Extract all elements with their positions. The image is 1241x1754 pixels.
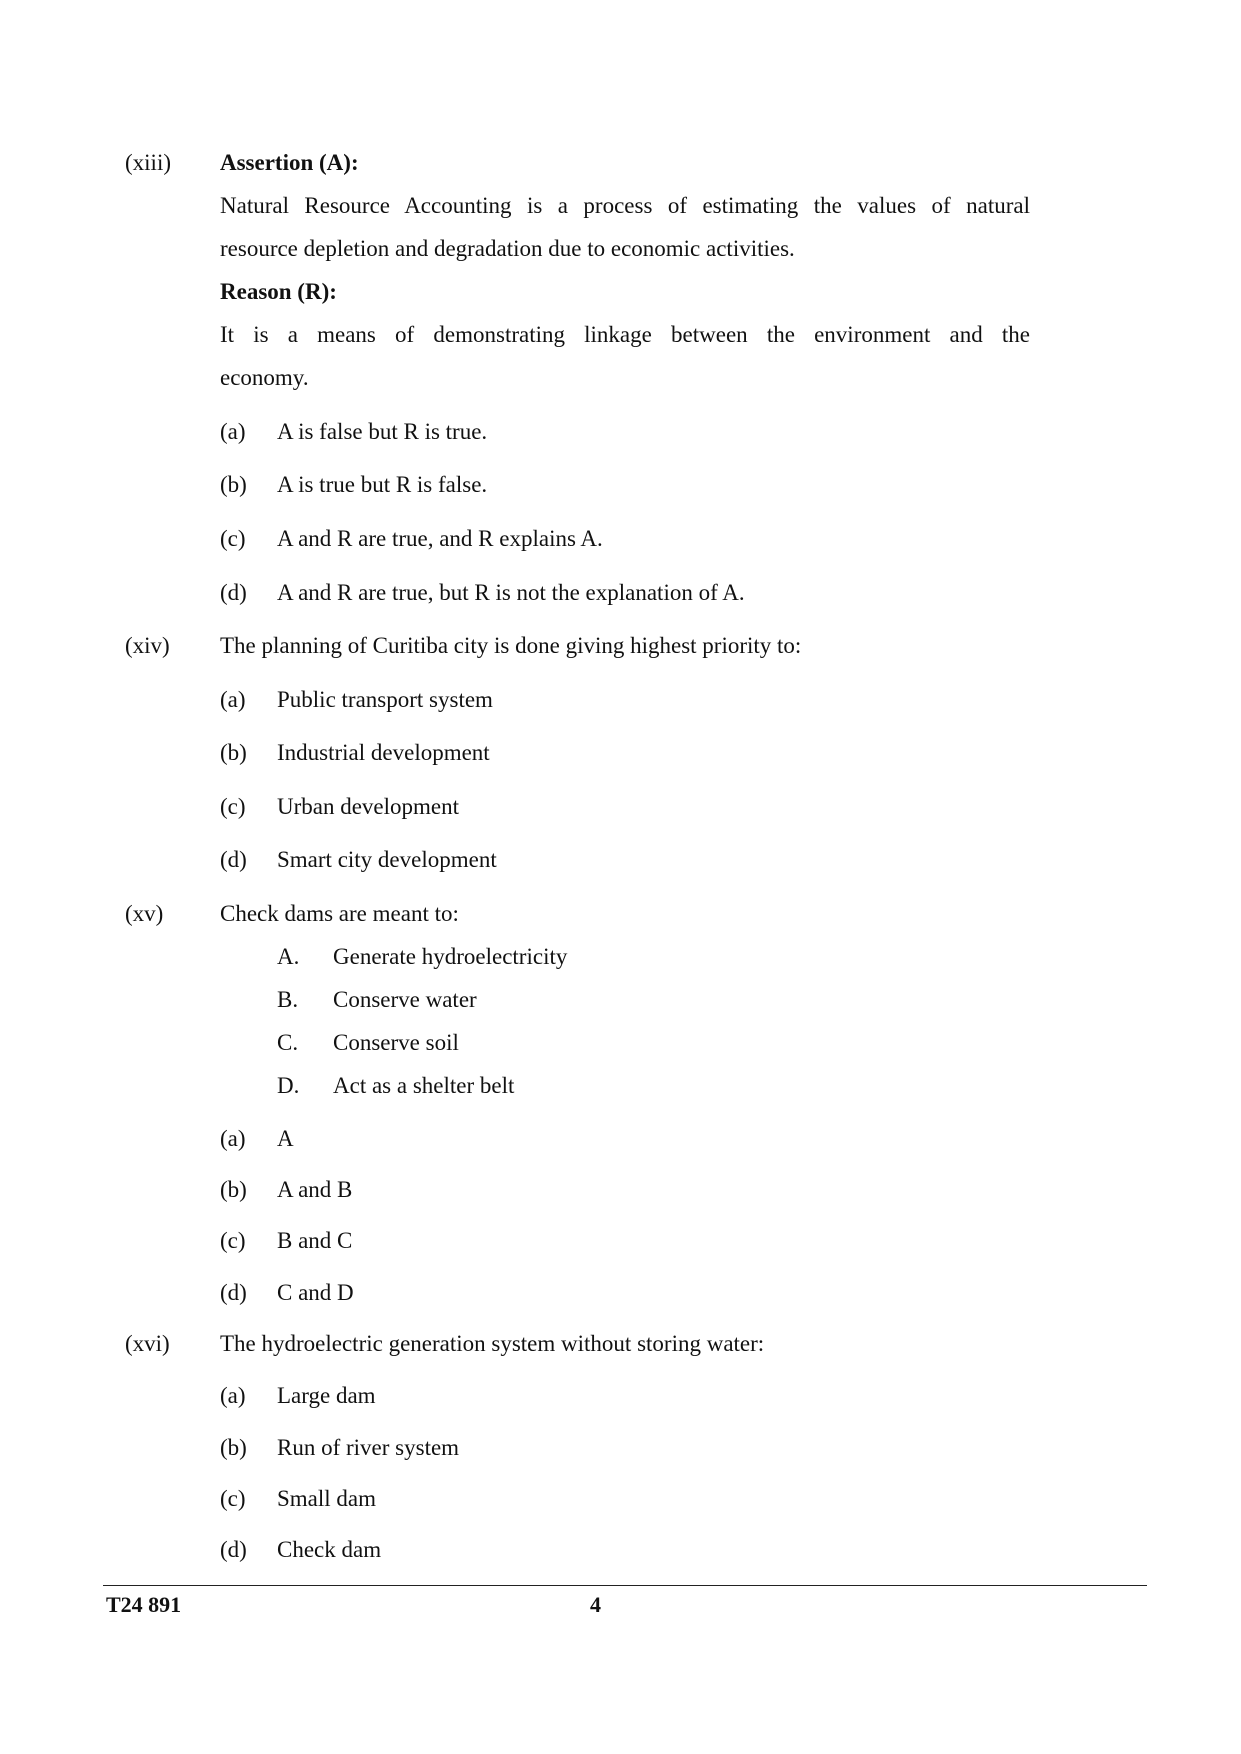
statement-text: Conserve water bbox=[333, 987, 477, 1012]
option-label: (a) bbox=[220, 1126, 246, 1151]
page-number: 4 bbox=[590, 1592, 601, 1617]
option-label: (a) bbox=[220, 419, 246, 444]
question-text: The hydroelectric generation system without storing water: bbox=[220, 1331, 765, 1356]
option-label: (a) bbox=[220, 687, 246, 712]
assertion-heading: Assertion (A): bbox=[220, 150, 359, 175]
option-text: Large dam bbox=[277, 1383, 376, 1408]
option-label: (b) bbox=[220, 472, 247, 497]
option-text: Check dam bbox=[277, 1537, 382, 1562]
statement-label: B. bbox=[277, 987, 299, 1012]
option-label: (d) bbox=[220, 580, 247, 605]
option-label: (d) bbox=[220, 847, 247, 872]
option-label: (c) bbox=[220, 1486, 246, 1511]
option-label: (d) bbox=[220, 1537, 247, 1562]
statement-text: Act as a shelter belt bbox=[333, 1073, 515, 1098]
option-label: (b) bbox=[220, 1177, 247, 1202]
option-label: (a) bbox=[220, 1383, 246, 1408]
option-text: Public transport system bbox=[277, 687, 493, 712]
option-text: A and B bbox=[277, 1177, 353, 1202]
statement-label: D. bbox=[277, 1073, 300, 1098]
assertion-line-2: resource depletion and degradation due to economic activities. bbox=[220, 236, 795, 261]
reason-heading: Reason (R): bbox=[220, 279, 337, 304]
statement-text: Conserve soil bbox=[333, 1030, 459, 1055]
question-number: (xv) bbox=[125, 901, 164, 926]
option-label: (d) bbox=[220, 1280, 247, 1305]
option-text: A bbox=[277, 1126, 294, 1151]
option-text: A and R are true, and R explains A. bbox=[277, 526, 603, 551]
option-text: C and D bbox=[277, 1280, 354, 1305]
option-text: Urban development bbox=[277, 794, 460, 819]
assertion-line-1: Natural Resource Accounting is a process of estimating the values of natural bbox=[220, 193, 1030, 218]
question-number: (xiii) bbox=[125, 150, 171, 175]
question-number: (xiv) bbox=[125, 633, 170, 658]
question-number: (xvi) bbox=[125, 1331, 170, 1356]
option-text: Small dam bbox=[277, 1486, 377, 1511]
paper-code: T24 891 bbox=[106, 1592, 182, 1617]
option-text: B and C bbox=[277, 1228, 353, 1253]
option-label: (c) bbox=[220, 526, 246, 551]
reason-line-2: economy. bbox=[220, 365, 309, 390]
option-text: Smart city development bbox=[277, 847, 497, 872]
option-label: (b) bbox=[220, 1435, 247, 1460]
option-text: A is true but R is false. bbox=[277, 472, 488, 497]
option-text: A is false but R is true. bbox=[277, 419, 488, 444]
option-text: Industrial development bbox=[277, 740, 490, 765]
option-text: A and R are true, but R is not the explanation of A. bbox=[277, 580, 745, 605]
statement-text: Generate hydroelectricity bbox=[333, 944, 568, 969]
option-text: Run of river system bbox=[277, 1435, 460, 1460]
question-text: Check dams are meant to: bbox=[220, 901, 459, 926]
option-label: (b) bbox=[220, 740, 247, 765]
option-label: (c) bbox=[220, 794, 246, 819]
option-label: (c) bbox=[220, 1228, 246, 1253]
statement-label: C. bbox=[277, 1030, 299, 1055]
reason-line-1: It is a means of demonstrating linkage between the environment and the bbox=[220, 322, 1030, 347]
statement-label: A. bbox=[277, 944, 300, 969]
footer-divider bbox=[103, 1585, 1147, 1586]
question-text: The planning of Curitiba city is done giving highest priority to: bbox=[220, 633, 802, 658]
